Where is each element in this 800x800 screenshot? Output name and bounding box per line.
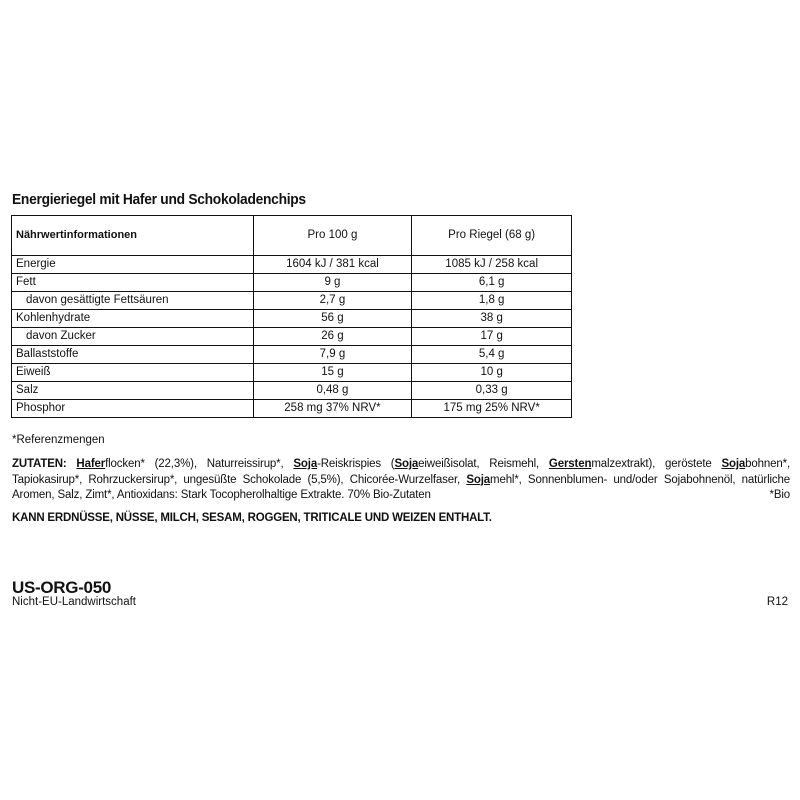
per-100g-value: 56 g — [253, 310, 412, 328]
per-100g-value: 258 mg 37% NRV* — [253, 400, 412, 418]
control-body-code: US-ORG-050 — [12, 578, 112, 597]
per-bar-value: 5,4 g — [412, 346, 572, 364]
ingredient-text: -Reiskrispies ( — [317, 458, 395, 470]
per-bar-value: 175 mg 25% NRV* — [412, 400, 572, 418]
per-100g-value: 2,7 g — [253, 292, 412, 310]
nutrient-name: Kohlenhydrate — [12, 310, 254, 328]
header-cell: Nährwertinformationen — [12, 216, 254, 256]
table-row — [12, 310, 572, 328]
table-row — [12, 256, 572, 274]
allergen-highlight: Gersten — [548, 458, 592, 470]
per-bar-value: 1085 kJ / 258 kcal — [412, 256, 572, 274]
per-bar-value: 6,1 g — [412, 274, 572, 292]
per-bar-value: 17 g — [412, 328, 572, 346]
nutrient-name: Phosphor — [12, 400, 254, 418]
nutrient-name: Energie — [12, 256, 254, 274]
reference-note: *Referenzmengen — [12, 434, 105, 446]
ingredients-list — [12, 458, 790, 501]
ingredient-text: bohnen*, Tapiokasirup*, Rohrzuckersirup*, ungesüßte Schokolade (5,5%), Chicorée-Wurzelfaser, — [12, 458, 790, 486]
allergen-highlight: Soja — [293, 458, 318, 470]
header-cell: Pro 100 g — [253, 216, 412, 256]
per-bar-value: 38 g — [412, 310, 572, 328]
ingredient-text: flocken* (22,3%), Naturreissirup*, — [105, 458, 294, 470]
ingredients-label: ZUTATEN: — [12, 458, 67, 470]
table-row — [12, 274, 572, 292]
origin-statement: Nicht-EU-Landwirtschaft — [12, 596, 136, 608]
bio-note: *Bio — [769, 489, 790, 501]
ingredient-text: eiweißisolat, Reismehl, — [418, 458, 549, 470]
allergen-highlight: Soja — [466, 473, 491, 486]
nutrient-name: davon Zucker — [12, 328, 254, 346]
nutrient-name: Fett — [12, 274, 254, 292]
per-100g-value: 26 g — [253, 328, 412, 346]
per-100g-value: 1604 kJ / 381 kcal — [253, 256, 412, 274]
ingredients-text — [12, 457, 790, 504]
per-bar-value: 0,33 g — [412, 382, 572, 400]
table-row — [12, 400, 572, 418]
header-cell: Pro Riegel (68 g) — [412, 216, 572, 256]
ingredient-text: mehl*, Sonnenblumen- und/oder Sojabohnenöl, natürliche Aromen, Salz, Zimt*, Antioxidans: Stark Tocopherolhaltige Extrakte. 70% Bio-Zutaten — [12, 473, 790, 501]
nutrient-name: Ballaststoffe — [12, 346, 254, 364]
nutrient-name: davon gesättigte Fettsäuren — [12, 292, 254, 310]
per-bar-value: 10 g — [412, 364, 572, 382]
allergen-statement: KANN ERDNÜSSE, NÜSSE, MILCH, SESAM, ROGGEN, TRITICALE UND WEIZEN ENTHALT. — [12, 512, 492, 524]
per-100g-value: 0,48 g — [253, 382, 412, 400]
ingredient-text: malzextrakt), geröstete — [591, 458, 722, 470]
table-row — [12, 382, 572, 400]
table-header-row — [12, 216, 572, 256]
table-row — [12, 346, 572, 364]
product-title: Energieriegel mit Hafer und Schokoladenchips — [12, 191, 306, 208]
nutrient-name: Salz — [12, 382, 254, 400]
table-row — [12, 364, 572, 382]
table-row — [12, 292, 572, 310]
per-100g-value: 9 g — [253, 274, 412, 292]
allergen-highlight: Hafer — [76, 458, 106, 470]
allergen-highlight: Soja — [394, 458, 419, 470]
batch-code: R12 — [766, 596, 788, 608]
allergen-highlight: Soja — [721, 458, 746, 470]
table-row — [12, 328, 572, 346]
per-bar-value: 1,8 g — [412, 292, 572, 310]
nutrient-name: Eiweiß — [12, 364, 254, 382]
nutrition-table — [11, 215, 572, 418]
per-100g-value: 15 g — [253, 364, 412, 382]
ingredient-text — [67, 458, 77, 470]
per-100g-value: 7,9 g — [253, 346, 412, 364]
